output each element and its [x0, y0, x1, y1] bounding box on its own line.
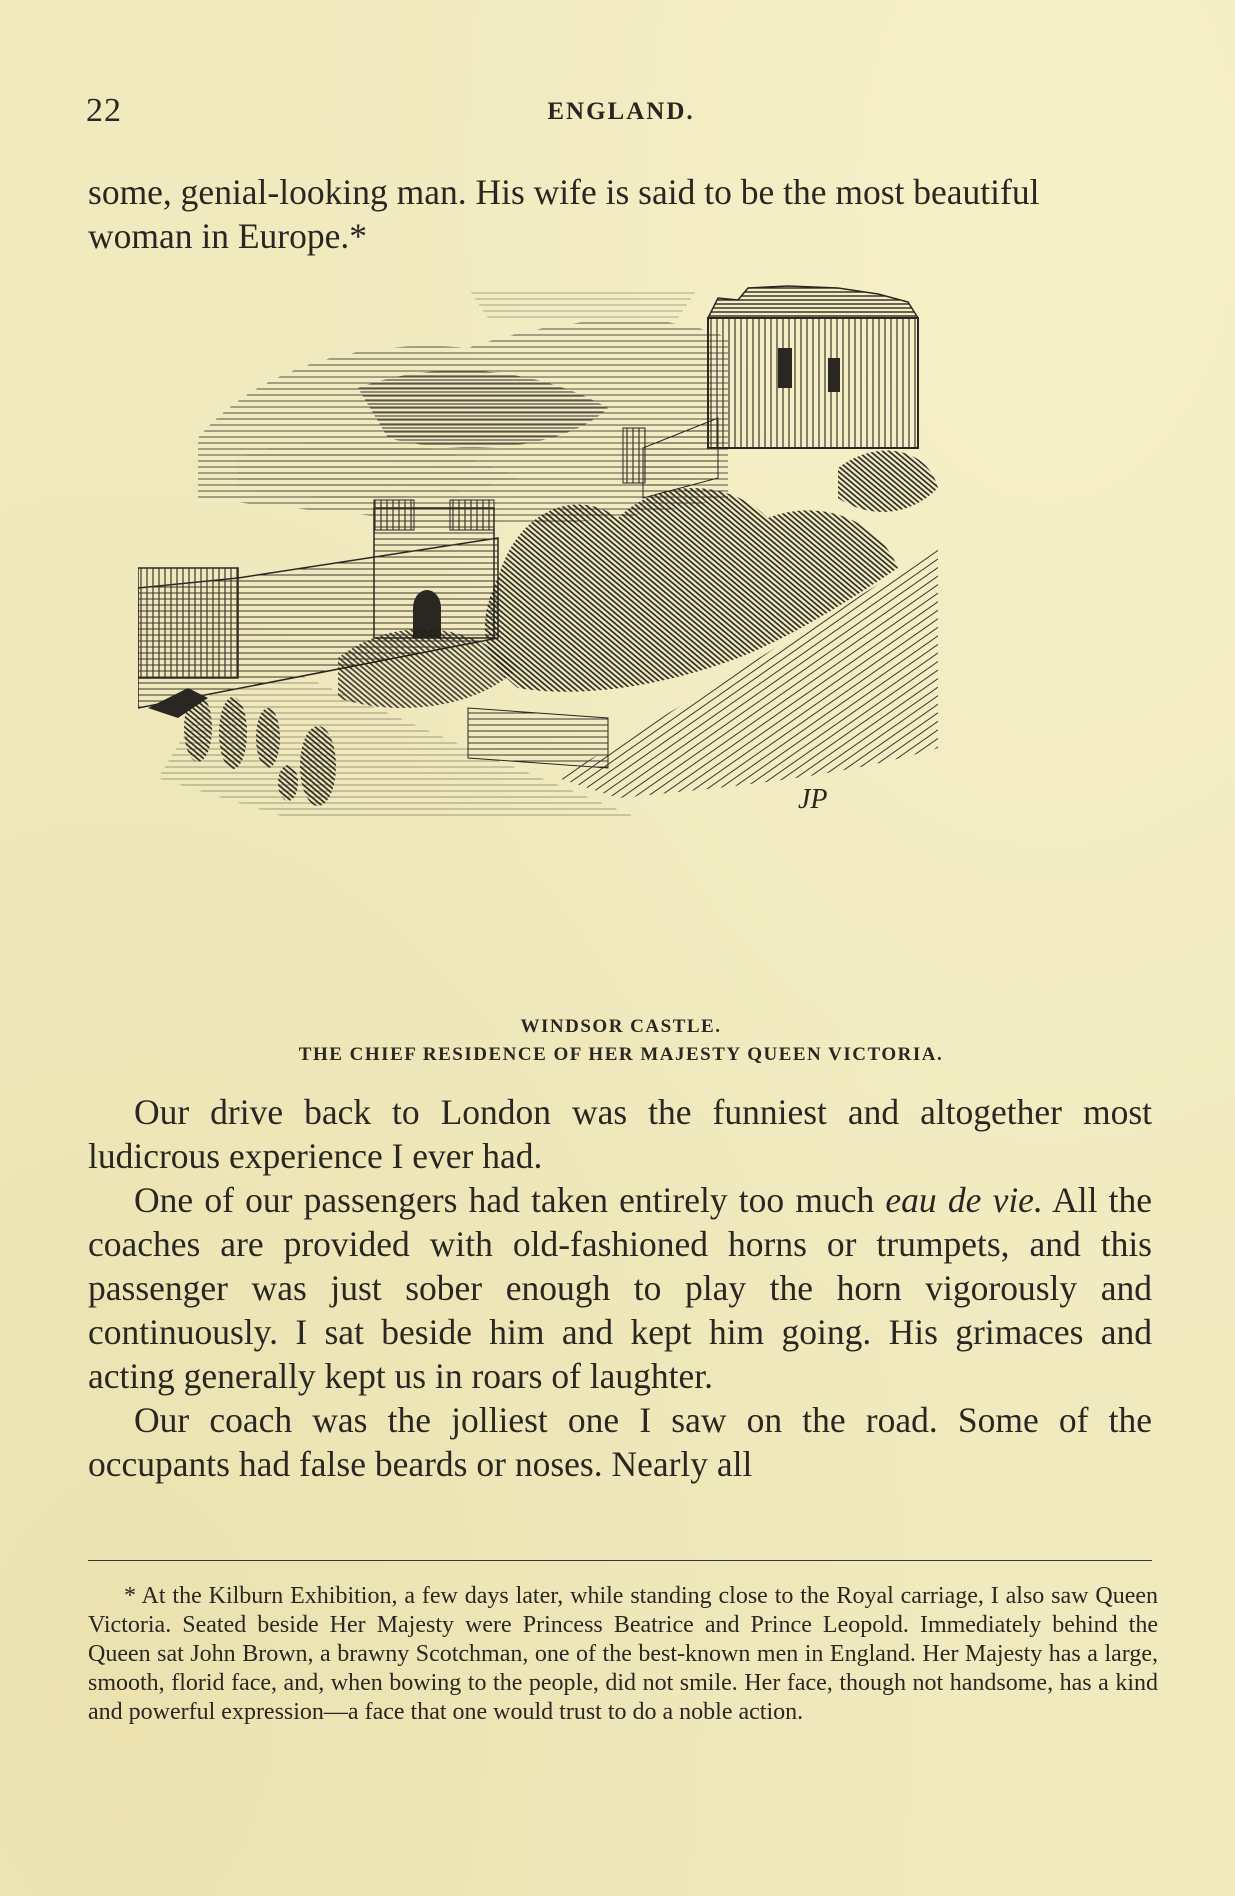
- paragraph-text: Our drive back to London was the funniest and altogether most ludicrous experience I ever had.: [88, 1092, 1152, 1176]
- main-text: [88, 1090, 1152, 1486]
- paragraph: [88, 1178, 1152, 1398]
- continued-paragraph: some, genial-looking man. His wife is said to be the most beautiful woman in Europe.*: [88, 172, 1040, 256]
- engraver-monogram: JP: [798, 784, 828, 815]
- caption-title: WINDSOR CASTLE.: [520, 1016, 722, 1037]
- page-header: [86, 92, 1156, 136]
- running-head: ENGLAND.: [547, 98, 695, 125]
- paragraph: [88, 1090, 1152, 1178]
- round-tower: [708, 286, 918, 448]
- footnote-rule: [88, 1560, 1152, 1561]
- paragraph: [88, 1398, 1152, 1486]
- paragraph-text: One of our passengers had taken entirely too much: [134, 1180, 886, 1220]
- caption-subtitle: THE CHIEF RESIDENCE OF HER MAJESTY QUEEN VICTORIA.: [298, 1044, 944, 1065]
- footnote: * At the Kilburn Exhibition, a few days later, while standing close to the Royal carriage, I also saw Queen Victoria. Seated beside Her Majesty were Princess Beatrice and Prince Leopold. Immediately behind the Queen sat John Brown, a brawny Scotchman, one of the best-known men in England. Her Majesty has a large, smooth, florid face, and, when bowing to the people, did not smile. Her face, though not handsome, has a kind and powerful expression—a face that one would trust to do a noble action.: [88, 1583, 1158, 1725]
- page-number: 22: [86, 92, 122, 129]
- windsor-castle-engraving: [138, 278, 1113, 1008]
- paragraph-text: All the coaches are provided with old-fashioned horns or trumpets, and this passenger was just sober enough to play the horn vigorously and continuously. I sat beside him and kept him going. His grimaces and acting generally kept us in roars of laughter.: [88, 1180, 1152, 1396]
- paragraph-text: Our coach was the jolliest one I saw on the road. Some of the occupants had false beards or noses. Nearly all: [88, 1400, 1152, 1484]
- italic-phrase: eau de vie.: [885, 1180, 1043, 1220]
